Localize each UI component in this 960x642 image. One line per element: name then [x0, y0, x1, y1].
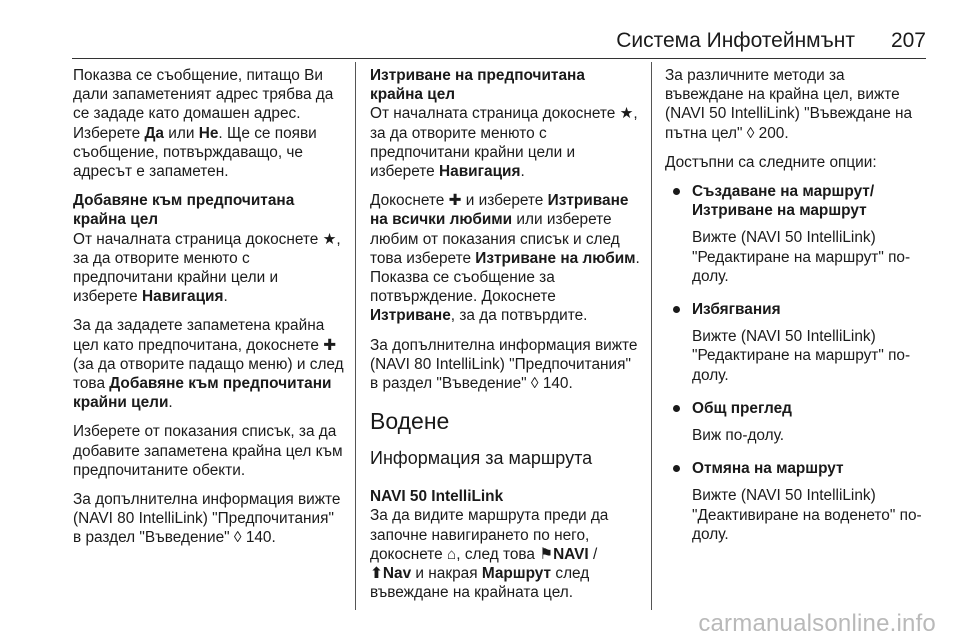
paragraph: Показва се съобщение, питащо Ви дали запаметеният адрес трябва да се зададе като домашен адрес. Изберете Да или Не. Ще се появи съобщение, потвърждаващо, че адресът е запаметен. [73, 67, 334, 181]
list-item-title: Създаване на маршрут/ Изтриване на маршрут [692, 183, 875, 220]
page-reference[interactable]: 140. [542, 375, 573, 393]
page-reference[interactable]: 200. [758, 124, 789, 142]
options-list [665, 182, 927, 544]
paragraph: За да видите маршрута преди да започне навигирането по него, докоснете ⌂, след това ⚑NAVI / ⬆Nav и накрая Маршрут след въвеждане на крайната цел. [370, 507, 609, 602]
bullet [673, 306, 680, 313]
star-icon: ★ [619, 105, 634, 123]
bullet [673, 465, 680, 472]
header-rule [72, 58, 926, 59]
list-item-desc: Вижте (NAVI 50 IntelliLink) "Деактивиране на воденето" по-долу. [692, 487, 922, 543]
list-item-desc: Вижте (NAVI 50 IntelliLink) "Редактиране на маршрут" по-долу. [692, 229, 911, 285]
bullet [673, 405, 680, 412]
column-2 [370, 66, 642, 612]
section-title: Водене [370, 408, 450, 435]
paragraph: За допълнителна информация вижте (NAVI 80 IntelliLink) "Предпочитания" в раздел "Въведение" ◊ 140. [73, 491, 341, 547]
navigation-arrow-icon: ⬆ [370, 565, 383, 583]
reference-icon: ◊ [746, 124, 755, 142]
paragraph: За различните методи за въвеждане на крайна цел, вижте (NAVI 50 IntelliLink) "Въвеждане на пътна цел" ◊ 200. [665, 67, 913, 142]
subsection-title: Информация за маршрута [370, 448, 593, 469]
list-item [665, 459, 927, 544]
list-item [665, 182, 927, 286]
column-3 [665, 66, 927, 558]
paragraph: Докоснете ✚ и изберете Изтриване на всички любими или изберете любим от показания списък и след това изберете Изтриване на любим. Показва се съобщение за потвърждение. Докоснете Изтриване, за да потвърдите. [370, 192, 640, 325]
list-item [665, 399, 927, 445]
paragraph: От началната страница докоснете ★, за да отворите менюто с предпочитани крайни цели и изберете Навигация. [370, 105, 638, 181]
page-reference[interactable]: 140. [245, 529, 276, 547]
subheading: NAVI 50 IntelliLink [370, 488, 504, 506]
paragraph: Изберете от показания списък, за да добавите запаметена крайна цел към предпочитаните обекти. [73, 423, 343, 479]
list-item-desc: Виж по-долу. [692, 427, 785, 445]
page-title: Система Инфотейнмънт [616, 29, 855, 52]
subheading: Добавяне към предпочитана крайна цел [73, 192, 295, 229]
paragraph: За допълнителна информация вижте (NAVI 80 IntelliLink) "Предпочитания" в раздел "Въведение" ◊ 140. [370, 336, 638, 393]
paragraph: От началната страница докоснете ★, за да отворите менюто с предпочитани крайни цели и изберете Навигация. [73, 230, 341, 306]
list-item-title: Отмяна на маршрут [692, 460, 844, 478]
page-header [72, 24, 926, 58]
subheading: Изтриване на предпочитана крайна цел [370, 67, 585, 104]
plus-icon: ✚ [323, 336, 337, 354]
column-1 [73, 66, 345, 558]
reference-icon: ◊ [530, 375, 539, 393]
list-item-title: Общ преглед [692, 399, 792, 417]
home-icon: ⌂ [446, 545, 457, 563]
column-divider [651, 62, 652, 610]
watermark: carmanualsonline.info [698, 610, 936, 637]
list-item-desc: Вижте (NAVI 50 IntelliLink) "Редактиране на маршрут" по-долу. [692, 328, 911, 384]
star-icon: ★ [322, 230, 337, 248]
page-number: 207 [890, 29, 926, 52]
reference-icon: ◊ [233, 529, 242, 547]
flag-icon: ⚑ [539, 545, 554, 563]
column-divider [355, 62, 356, 610]
paragraph: Достъпни са следните опции: [665, 153, 877, 171]
list-item-title: Избягвания [692, 301, 781, 319]
bullet [673, 188, 680, 195]
plus-icon: ✚ [448, 192, 462, 210]
paragraph: За да зададете запаметена крайна цел като предпочитана, докоснете ✚ (за да отворите падащо меню) и след това Добавяне към предпочитани крайни цели. [73, 317, 344, 412]
list-item [665, 300, 927, 385]
